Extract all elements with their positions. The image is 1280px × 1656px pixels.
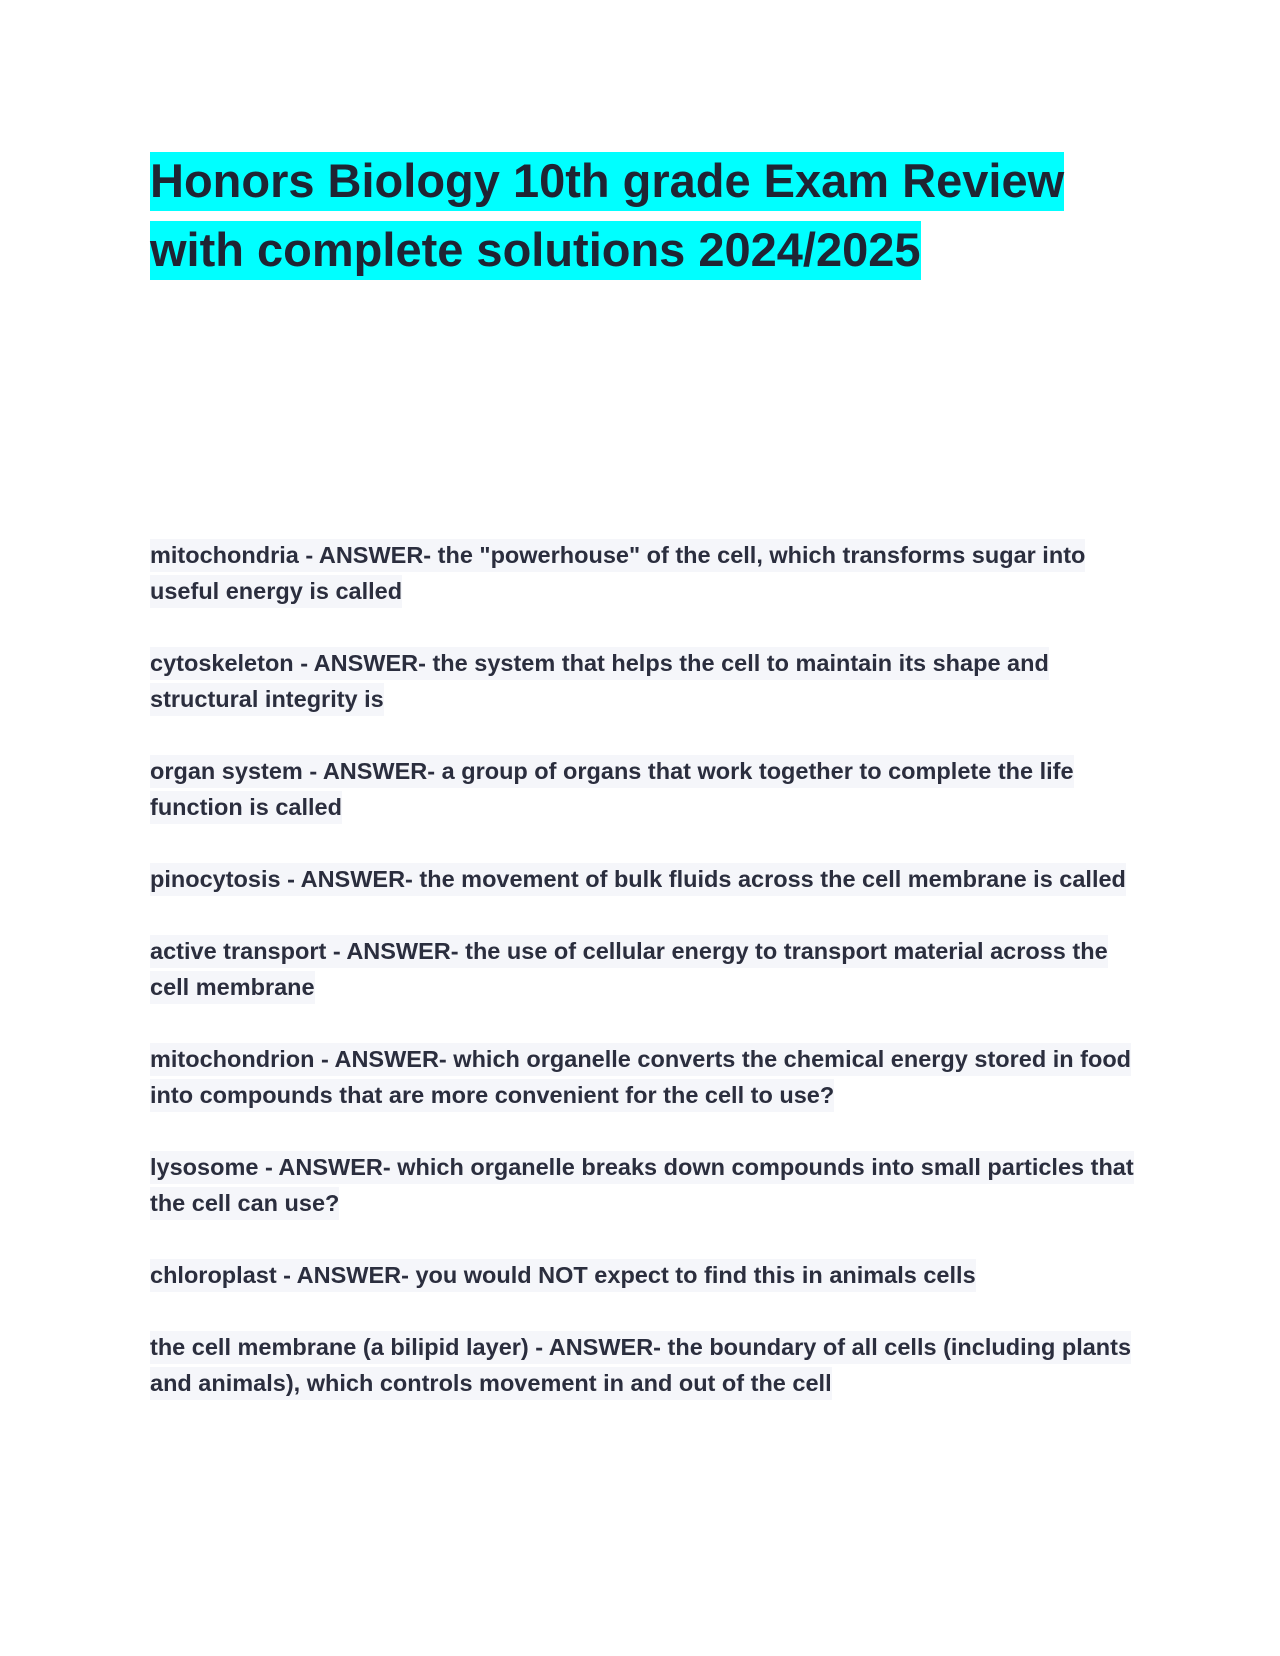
qa-item-cytoskeleton — [150, 645, 1140, 717]
qa-item-text: mitochondria - ANSWER- the "powerhouse" of the cell, which transforms sugar into useful energy is called — [150, 539, 1085, 608]
qa-item-lysosome — [150, 1149, 1140, 1221]
qa-item-text: pinocytosis - ANSWER- the movement of bulk fluids across the cell membrane is called — [150, 863, 1126, 896]
qa-item-text: active transport - ANSWER- the use of cellular energy to transport material across the cell membrane — [150, 935, 1108, 1004]
qa-item-chloroplast — [150, 1257, 1140, 1293]
qa-item-mitochondria — [150, 537, 1140, 609]
qa-item-organ-system — [150, 753, 1140, 825]
qa-item-cell-membrane — [150, 1329, 1140, 1401]
qa-item-text: cytoskeleton - ANSWER- the system that helps the cell to maintain its shape and structural integrity is — [150, 647, 1049, 716]
title-highlight: Honors Biology 10th grade Exam Review with complete solutions 2024/2025 — [150, 152, 1064, 280]
qa-item-text: organ system - ANSWER- a group of organs that work together to complete the life function is called — [150, 755, 1074, 824]
document-title — [150, 146, 1130, 284]
qa-item-text: lysosome - ANSWER- which organelle breaks down compounds into small particles that the cell can use? — [150, 1151, 1134, 1220]
qa-item-active-transport — [150, 933, 1140, 1005]
qa-item-text: mitochondrion - ANSWER- which organelle converts the chemical energy stored in food into compounds that are more convenient for the cell to use? — [150, 1043, 1131, 1112]
qa-item-text: chloroplast - ANSWER- you would NOT expect to find this in animals cells — [150, 1259, 976, 1292]
qa-list — [150, 537, 1140, 1437]
qa-item-pinocytosis — [150, 861, 1140, 897]
qa-item-mitochondrion — [150, 1041, 1140, 1113]
qa-item-text: the cell membrane (a bilipid layer) - ANSWER- the boundary of all cells (including plants and animals), which controls movement in and out of the cell — [150, 1331, 1131, 1400]
